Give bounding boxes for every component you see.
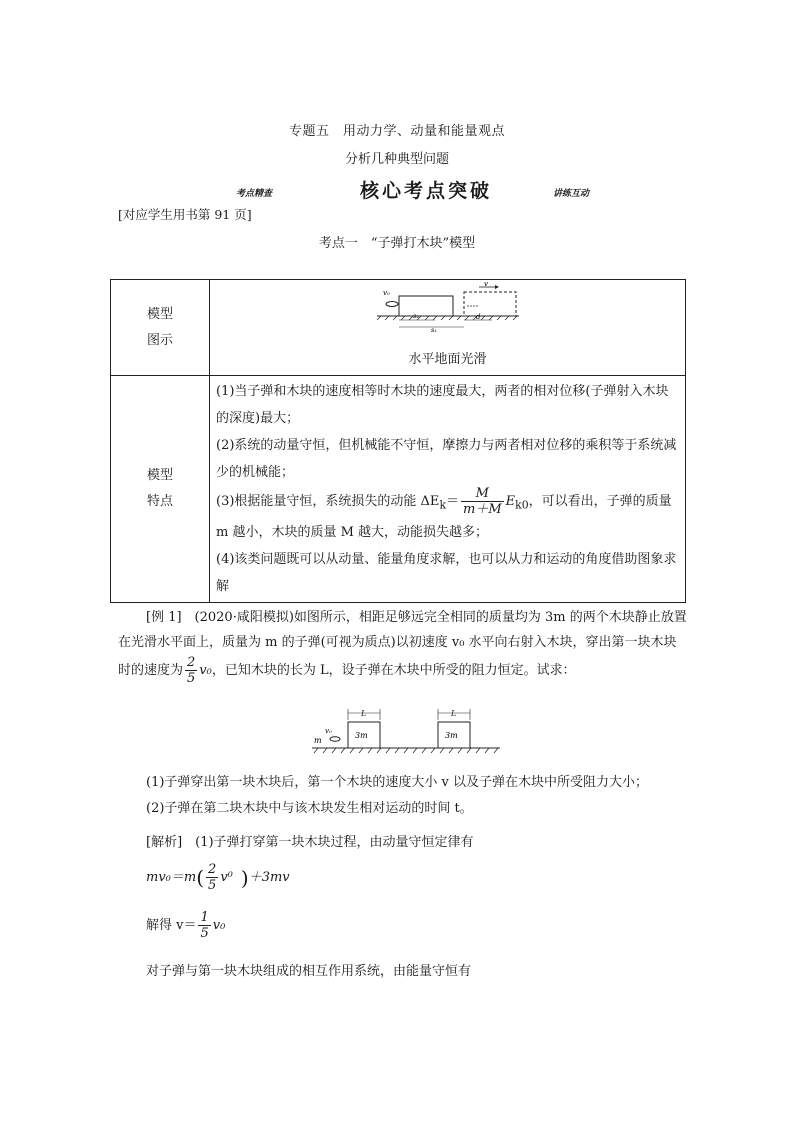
variable: v₀ [199, 663, 212, 678]
table-row [111, 280, 686, 376]
variable: v₀ [212, 918, 226, 933]
block-initial [399, 296, 453, 316]
eq-prefix: 解得 v＝ [146, 918, 197, 933]
label-text: 图示 [146, 332, 173, 348]
question-1: (1)子弹穿出第一块木块后，第一个木块的速度大小 v 以及子弹在木块中所受阻力大小； [146, 775, 649, 790]
label-text: 特点 [146, 493, 173, 509]
figure-cell [210, 280, 686, 376]
bullet-block-diagram [373, 282, 523, 334]
eq-left: mv₀＝m [146, 870, 197, 885]
fraction: $\frac{2}{5}$ [208, 862, 217, 893]
title-line-2: 分析几种典型问题 [344, 152, 449, 167]
item3-text: (3)根据能量守恒，系统损失的动能 ΔE [216, 494, 440, 509]
book-reference: [对应学生用书第 91 页] [118, 207, 252, 222]
solution-head: [解析] (1)子弹打穿第一块木块过程，由动量守恒定律有 [146, 835, 474, 850]
example-lead: [例 1] (2020·咸阳模拟)如图所示，相距足够远完全相同的质量均为 3m 的两个木块静止放置在光滑水平面上，质量为 m 的子弹(可视为质点)以初速度 v₀ 水平向右射入木块，穿出第一块木块时的速度为 [118, 610, 687, 678]
fraction: $\frac{M}{m+M}$ [463, 486, 502, 517]
energy-symbol: E [505, 494, 516, 509]
feature-item-1: (1)当子弹和木块的速度相等时木块的速度最大，两者的相对位移(子弹射入木块的深度)最大； [216, 384, 669, 426]
solution-continuation: 对子弹与第一块木块组成的相互作用系统，由能量守恒有 [146, 964, 472, 979]
row-label-features [111, 376, 210, 603]
feature-item-4: (4)该类问题既可以从动量、能量角度求解，也可以从力和运动的角度借助图象求解 [216, 551, 677, 594]
fraction: $\frac{2}{5}$ [187, 655, 196, 686]
banner-left-tag: 考点精查 [236, 189, 273, 199]
equation-result [146, 910, 225, 941]
title-line-1: 专题五 用动力学、动量和能量观点 [288, 124, 505, 139]
velocity-arrowhead [495, 285, 499, 289]
label-m: m [314, 736, 322, 745]
banner-right-tag: 讲练互动 [553, 189, 590, 199]
label-v0: v₀ [325, 727, 332, 735]
label-s1: s₁ [430, 326, 437, 334]
label-text: 模型 [146, 467, 173, 483]
topic-heading: 考点一 “子弹打木块”模型 [318, 236, 476, 251]
fraction: $\frac{1}{5}$ [200, 910, 209, 941]
label-v0: v₀ [382, 289, 390, 297]
bullet [386, 302, 398, 307]
equation-momentum: mv₀＝m( $\frac{2}{5}$ v⁰ )＋3mv [146, 862, 290, 893]
subscript: k0 [515, 498, 529, 512]
block-final [464, 292, 516, 316]
label-L1: L [361, 709, 367, 718]
banner-heading: 核心考点突破 [360, 180, 493, 202]
label-block-1: 3m [355, 731, 368, 740]
question-2: (2)子弹在第二块木块中与该木块发生相对运动的时间 t。 [146, 801, 473, 816]
ground-hatch [314, 748, 498, 753]
table-row [111, 376, 686, 603]
example-tail: ，已知木块的长为 L，设子弹在木块中所受的阻力恒定。试求： [211, 663, 576, 678]
equals: ＝ [446, 494, 460, 509]
feature-item-2: (2)系统的动量守恒，但机械能不守恒，摩擦力与两者相对位移的乘积等于系统减少的机械能； [216, 438, 677, 480]
label-s2: s₂ [412, 312, 419, 320]
row-label-figure [111, 280, 210, 376]
model-table [110, 279, 686, 603]
variable: v⁰ [220, 870, 233, 885]
features-cell [210, 376, 686, 603]
example-problem [118, 605, 688, 686]
bullet [330, 737, 340, 741]
label-L2: L [451, 709, 457, 718]
label-d: d [475, 313, 480, 321]
subscript: k [439, 498, 446, 512]
label-text: 模型 [146, 306, 173, 322]
example-diagram [310, 706, 502, 756]
label-v: v [483, 282, 488, 288]
ground-hatch [377, 316, 517, 320]
feature-item-3 [216, 486, 679, 546]
label-block-2: 3m [445, 731, 458, 740]
eq-right: ＋3mv [248, 870, 290, 885]
item3-text-tail: ，可以看出，子弹的质量 m 越小，木块的质量 M 越大，动能损失越多； [216, 494, 672, 540]
figure-caption: 水平地面光滑 [408, 352, 487, 367]
